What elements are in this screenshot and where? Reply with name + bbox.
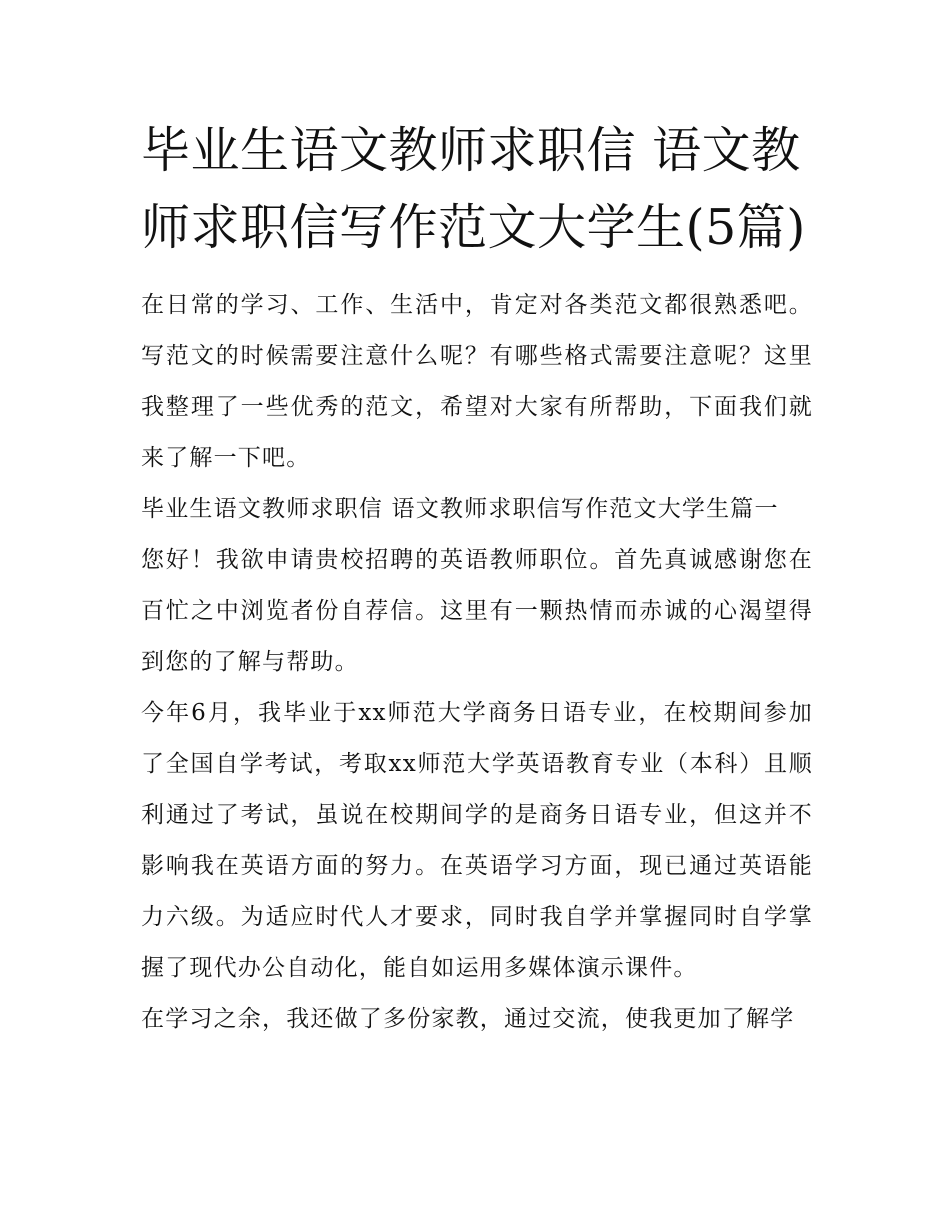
body-paragraph: 您好！我欲申请贵校招聘的英语教师职位。首先真诚感谢您在百忙之中浏览者份自荐信。这里有一颗热情而赤诚的心渴望得到您的了解与帮助。: [141, 547, 813, 675]
body-paragraph: 今年6月，我毕业于xx师范大学商务日语专业，在校期间参加了全国自学考试，考取xx师范大学英语教育专业（本科）且顺利通过了考试，虽说在校期间学的是商务日语专业，但这并不影响我在英语方面的努力。在英语学习方面，现已通过英语能力六级。为适应时代人才要求，同时我自学并掌握同时自学掌握了现代办公自动化，能自如运用多媒体演示课件。: [141, 700, 813, 981]
document-page: [141, 112, 813, 1045]
body-paragraph: 在学习之余，我还做了多份家教，通过交流，使我更加了解学: [141, 1006, 795, 1032]
section-heading: 毕业生语文教师求职信 语文教师求职信写作范文大学生篇一: [141, 496, 779, 522]
intro-paragraph: 在日常的学习、工作、生活中，肯定对各类范文都很熟悉吧。写范文的时候需要注意什么呢？有哪些格式需要注意呢？这里我整理了一些优秀的范文，希望对大家有所帮助，下面我们就来了解一下吧。: [141, 292, 813, 471]
document-title: 毕业生语文教师求职信 语文教师求职信写作范文大学生(5篇): [141, 122, 806, 256]
